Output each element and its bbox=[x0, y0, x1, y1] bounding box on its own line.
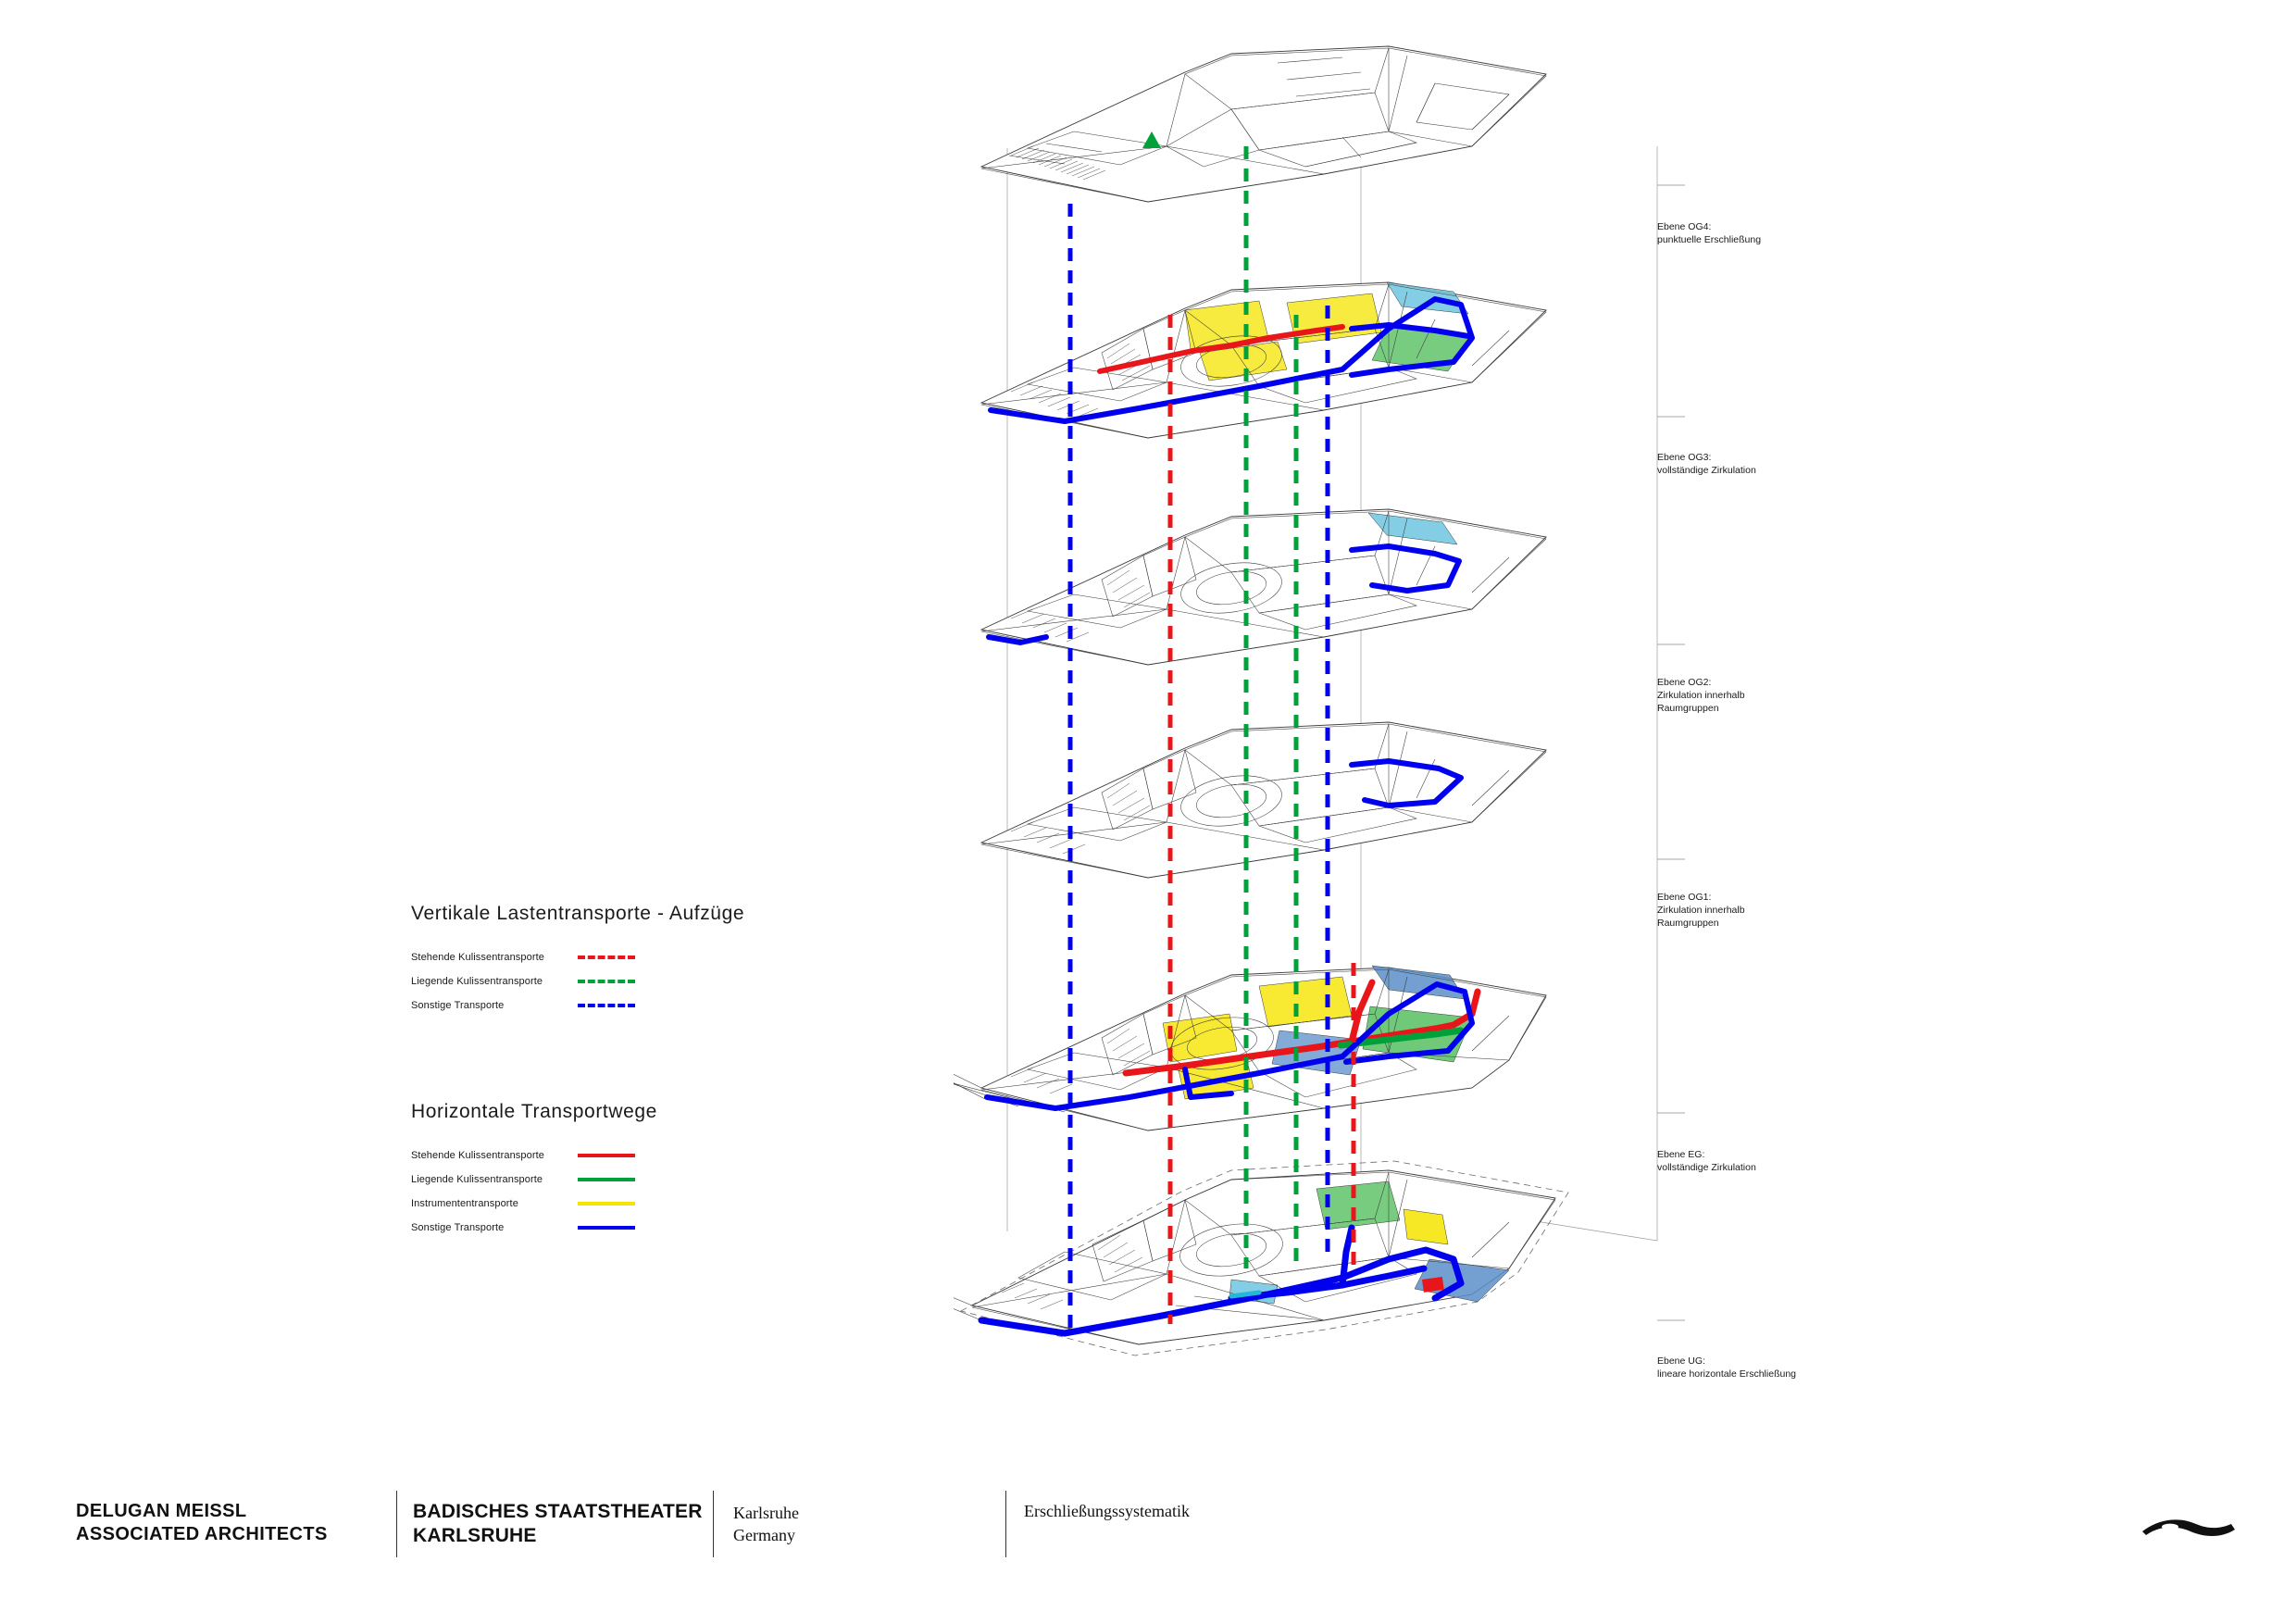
legend-item-label: Sonstige Transporte bbox=[411, 1222, 505, 1233]
legend bbox=[411, 903, 855, 1240]
office-logo-icon bbox=[2139, 1511, 2240, 1543]
level-label-name: Ebene OG3: bbox=[1657, 452, 1712, 463]
legend-item-vertical-2 bbox=[411, 993, 855, 1018]
level-plan-og4 bbox=[981, 46, 1546, 202]
level-label-desc2: Raumgruppen bbox=[1657, 918, 1719, 930]
level-label-desc: Zirkulation innerhalb bbox=[1657, 690, 1745, 702]
level-label-desc: lineare horizontale Erschließung bbox=[1657, 1368, 1796, 1380]
level-label-name: Ebene UG: bbox=[1657, 1355, 1705, 1367]
level-label-og2 bbox=[1657, 676, 1745, 716]
project-city: Karlsruhe bbox=[733, 1504, 799, 1522]
level-plan-eg bbox=[954, 966, 1546, 1131]
legend-item-horizontal-3 bbox=[411, 1216, 855, 1240]
legend-horizontal bbox=[411, 1101, 855, 1240]
legend-item-label: Sonstige Transporte bbox=[411, 1000, 505, 1011]
legend-vertical-title: Vertikale Lastentransporte - Aufzüge bbox=[411, 903, 745, 924]
project-name-line2: KARLSRUHE bbox=[413, 1525, 537, 1547]
level-label-og1 bbox=[1657, 891, 1745, 931]
level-label-name: Ebene OG4: bbox=[1657, 221, 1712, 232]
legend-item-label: Instrumententransporte bbox=[411, 1198, 518, 1209]
office-name-line1: DELUGAN MEISSL bbox=[76, 1501, 247, 1521]
level-plan-og3 bbox=[981, 282, 1546, 438]
level-label-og4 bbox=[1657, 220, 1761, 246]
level-label-desc: vollständige Zirkulation bbox=[1657, 465, 1756, 477]
level-label-name: Ebene OG1: bbox=[1657, 892, 1712, 903]
level-label-ug bbox=[1657, 1355, 1796, 1380]
legend-item-label: Liegende Kulissentransporte bbox=[411, 976, 543, 987]
legend-item-label: Stehende Kulissentransporte bbox=[411, 1150, 544, 1161]
titleblock-divider-1 bbox=[396, 1491, 397, 1557]
level-label-eg bbox=[1657, 1148, 1756, 1174]
legend-item-horizontal-1 bbox=[411, 1168, 855, 1192]
legend-item-label: Stehende Kulissentransporte bbox=[411, 952, 544, 963]
titleblock-divider-2 bbox=[713, 1491, 714, 1557]
level-label-desc: vollständige Zirkulation bbox=[1657, 1162, 1756, 1174]
project-country: Germany bbox=[733, 1526, 795, 1545]
project-location bbox=[733, 1502, 799, 1547]
level-label-desc: punktuelle Erschließung bbox=[1657, 234, 1762, 246]
legend-item-horizontal-2 bbox=[411, 1192, 855, 1216]
legend-item-vertical-0 bbox=[411, 945, 855, 969]
project-name-line1: BADISCHES STAATSTHEATER bbox=[413, 1501, 703, 1522]
level-plan-og2 bbox=[981, 509, 1546, 665]
drawing-subject: Erschließungssystematik bbox=[1024, 1502, 1190, 1520]
office-name bbox=[76, 1500, 328, 1546]
level-label-og3 bbox=[1657, 451, 1756, 477]
legend-item-vertical-1 bbox=[411, 969, 855, 993]
project-name bbox=[413, 1500, 703, 1549]
level-label-desc: Zirkulation innerhalb bbox=[1657, 905, 1745, 917]
title-block bbox=[0, 1481, 2296, 1593]
level-label-name: Ebene EG: bbox=[1657, 1149, 1705, 1160]
level-plan-ug bbox=[954, 1161, 1568, 1355]
level-label-desc2: Raumgruppen bbox=[1657, 703, 1719, 715]
legend-vertical bbox=[411, 903, 855, 1018]
legend-item-label: Liegende Kulissentransporte bbox=[411, 1174, 543, 1185]
legend-item-horizontal-0 bbox=[411, 1143, 855, 1168]
level-label-name: Ebene OG2: bbox=[1657, 677, 1712, 688]
office-name-line2: ASSOCIATED ARCHITECTS bbox=[76, 1524, 328, 1544]
titleblock-divider-3 bbox=[1005, 1491, 1006, 1557]
level-plan-og1 bbox=[981, 722, 1546, 878]
legend-horizontal-title: Horizontale Transportwege bbox=[411, 1101, 657, 1122]
